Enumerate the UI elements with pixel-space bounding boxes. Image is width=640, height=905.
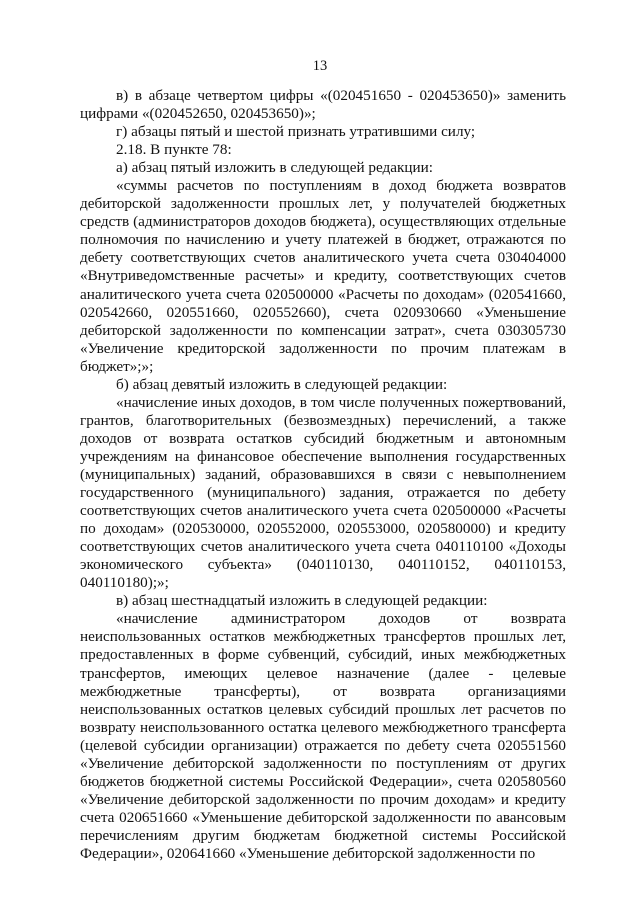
paragraph-item-v: в) абзац шестнадцатый изложить в следующей редакции:: [116, 592, 488, 610]
paragraph-section-2-18: 2.18. В пункте 78:: [116, 141, 232, 159]
paragraph-item-b: б) абзац девятый изложить в следующей редакции:: [116, 375, 448, 393]
paragraph-item-b-text: «начисление иных доходов, в том числе полученных пожертвований, грантов, благотворительных (безвозмездных) перечислений, а также доходов от возврата остатков субсидий бюджетным и автономным учреждениям на финансовое обеспечение выполнения государственных (муниципальных) заданий, образовавшихся в связи с невыполнением государственного (муниципального) задания, отражается по дебету соответствующих счетов аналитического учета счета 020500000 «Расчеты по доходам» (020530000, 020552000, 020553000, 020580000) и кредиту соответствующих счетов аналитического учета счета 040110100 «Доходы экономического субъекта» (040110130, 040110152, 040110153, 040110180);»;: [80, 393, 566, 592]
paragraph-item-a: а) абзац пятый изложить в следующей редакции:: [116, 159, 433, 177]
paragraph-item-v-text: «начисление администратором доходов от возврата неиспользованных остатков межбюджетных трансфертов прошлых лет, предоставленных в форме субвенций, субсидий, иных межбюджетных трансфертов, имеющих целевое назначение (далее - целевые межбюджетные трансферты), от возврата организациями неиспользованных остатков целевых субсидий прошлых лет расчетов по возврату неиспользованного остатка целевого межбюджетного трансферта (целевой субсидии организации) отражается по дебету счета 020551560 «Увеличение дебиторской задолженности по поступлениям от других бюджетов бюджетной системы Российской Федерации», счета 020580560 «Увеличение дебиторской задолженности по прочим доходам» и кредиту счета 020651660 «Уменьшение дебиторской задолженности по авансовым перечислениям другим бюджетам бюджетной системы Российской Федерации», 020641660 «Уменьшение дебиторской задолженности по: [80, 610, 566, 862]
page-number: 13: [312, 58, 328, 74]
paragraph-item-a-text: «суммы расчетов по поступлениям в доход бюджета возвратов дебиторской задолженности прошлых лет, у получателей бюджетных средств (администраторов доходов бюджета), осуществляющих отдельные полномочия по начислению и учету платежей в бюджет, отражаются по дебету соответствующих счетов аналитического учета счета 030404000 «Внутриведомственные расчеты» и кредиту, соответствующих счетов аналитического учета счета 020500000 «Расчеты по доходам» (020541660, 020542660, 020551660, 020552660), счета 020930660 «Уменьшение дебиторской задолженности по компенсации затрат», счета 030305730 «Увеличение кредиторской задолженности по прочим платежам в бюджет»;»;: [80, 177, 566, 375]
paragraph-invalidate-abzacy: г) абзацы пятый и шестой признать утратившими силу;: [116, 123, 476, 141]
document-body: [80, 87, 566, 863]
paragraph-replace-digits: в) в абзаце четвертом цифры «(020451650 - 020453650)» заменить цифрами «(020452650, 020453650)»;: [80, 87, 566, 123]
